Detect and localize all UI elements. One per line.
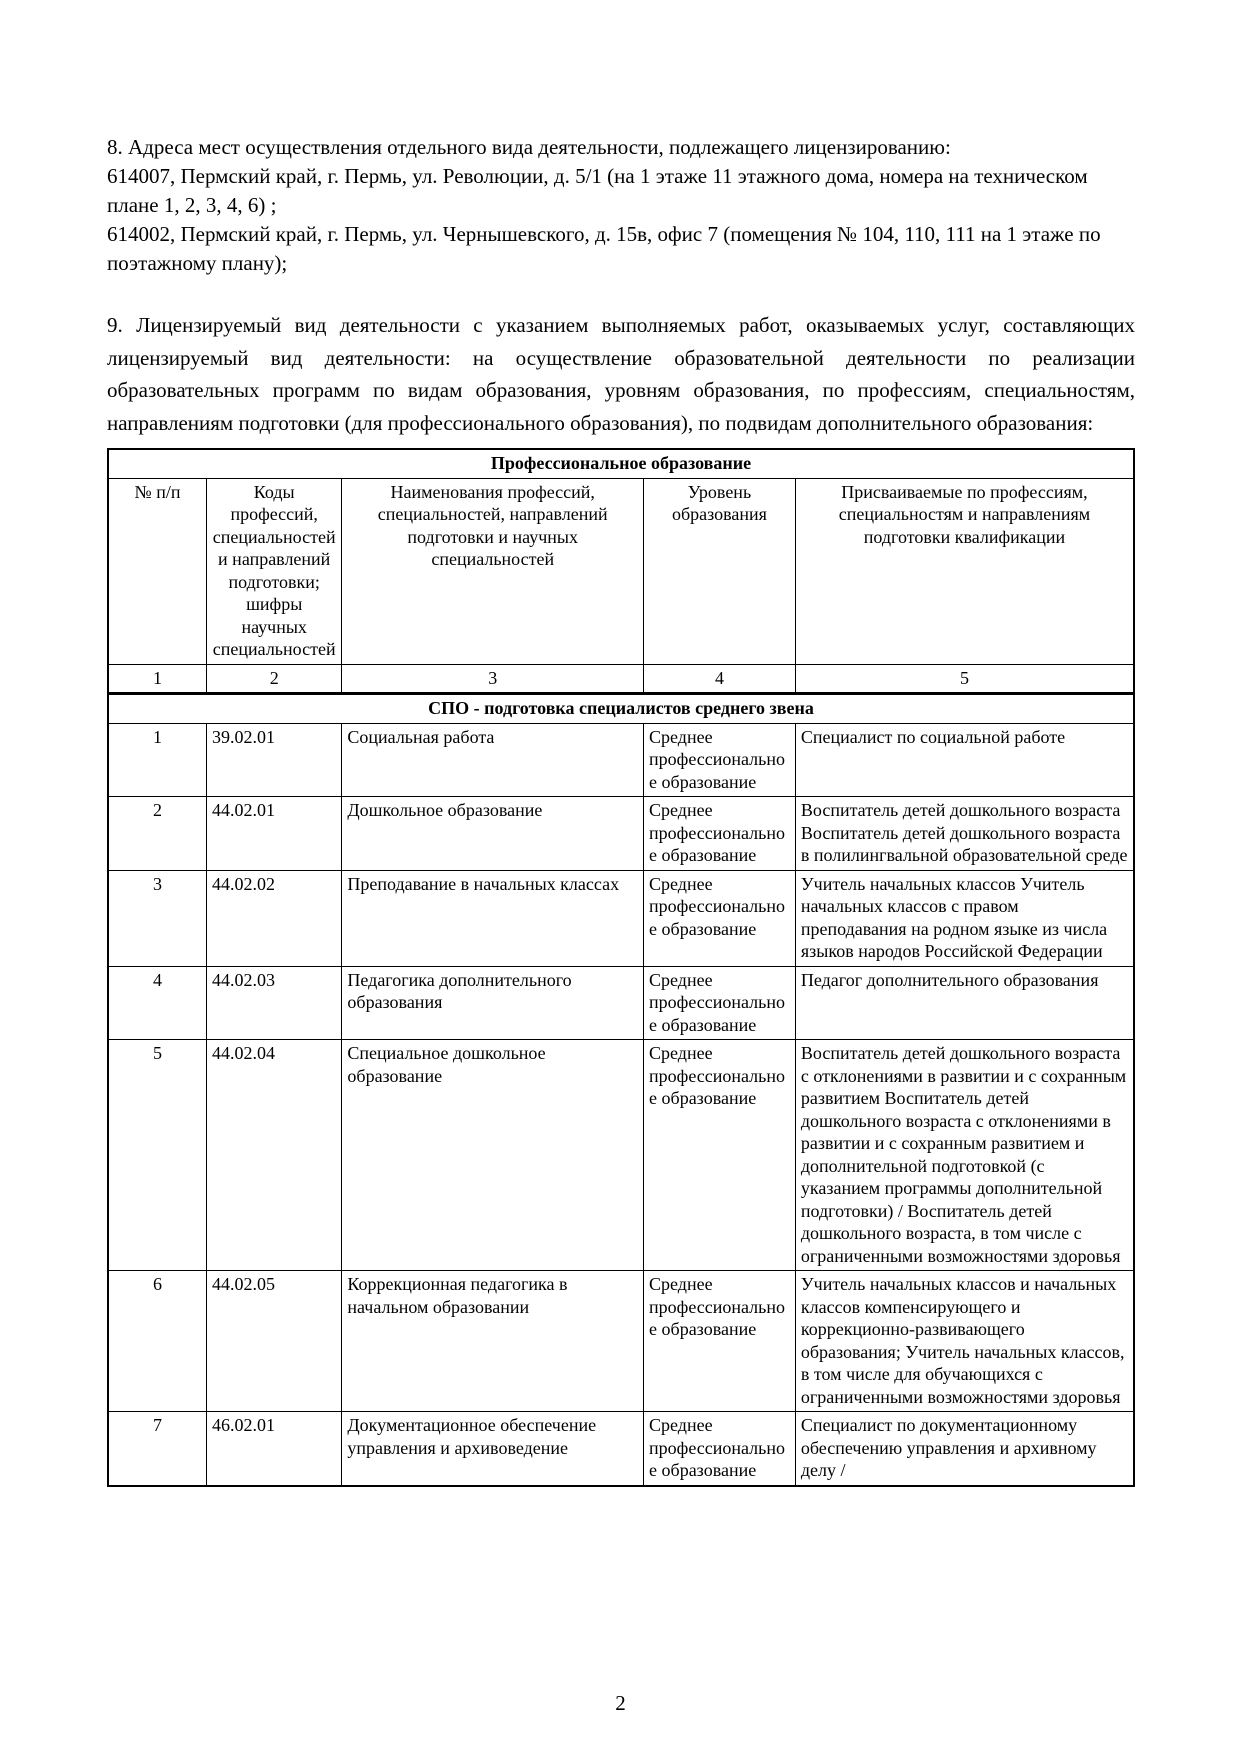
cell-name: Дошкольное образование	[342, 797, 644, 871]
table-row	[108, 1412, 1134, 1486]
cell-qualification: Специалист по социальной работе	[795, 723, 1134, 797]
cell-num: 1	[108, 723, 206, 797]
cell-level: Среднее профессиональное образование	[644, 797, 796, 871]
cell-name: Коррекционная педагогика в начальном образовании	[342, 1271, 644, 1412]
table-title-row	[108, 449, 1134, 478]
column-number-2: 2	[206, 664, 341, 694]
cell-name: Специальное дошкольное образование	[342, 1040, 644, 1271]
cell-code: 46.02.01	[206, 1412, 341, 1486]
cell-qualification: Специалист по документационному обеспечению управления и архивному делу /	[795, 1412, 1134, 1486]
cell-qualification: Учитель начальных классов и начальных классов компенсирующего и коррекционно-развивающего образования; Учитель начальных классов, в том числе для обучающихся с ограниченными возможностями здоровья	[795, 1271, 1134, 1412]
cell-level: Среднее профессиональное образование	[644, 723, 796, 797]
column-number-row	[108, 664, 1134, 694]
cell-num: 6	[108, 1271, 206, 1412]
table-row	[108, 870, 1134, 966]
column-number-4: 4	[644, 664, 796, 694]
cell-name: Социальная работа	[342, 723, 644, 797]
cell-level: Среднее профессиональное образование	[644, 1040, 796, 1271]
cell-code: 44.02.05	[206, 1271, 341, 1412]
col-header-codes: Коды профессий, специальностей и направлений подготовки; шифры научных специальностей	[206, 478, 341, 664]
cell-num: 5	[108, 1040, 206, 1271]
col-header-level: Уровень образования	[644, 478, 796, 664]
cell-name: Педагогика дополнительного образования	[342, 966, 644, 1040]
table-row	[108, 723, 1134, 797]
page-content	[107, 133, 1135, 1487]
cell-name: Преподавание в начальных классах	[342, 870, 644, 966]
col-header-qualifications: Присваиваемые по профессиям, специальностям и направлениям подготовки квалификации	[795, 478, 1134, 664]
table-section-row	[108, 694, 1134, 724]
table-header-row	[108, 478, 1134, 664]
cell-num: 2	[108, 797, 206, 871]
table-row	[108, 797, 1134, 871]
cell-level: Среднее профессиональное образование	[644, 966, 796, 1040]
page-number: 2	[615, 1691, 626, 1715]
section-header-spo: СПО - подготовка специалистов среднего звена	[108, 694, 1134, 724]
cell-level: Среднее профессиональное образование	[644, 870, 796, 966]
section-8-intro: 8. Адреса мест осуществления отдельного вида деятельности, подлежащего лицензированию:	[107, 135, 951, 159]
table-row	[108, 1040, 1134, 1271]
cell-num: 4	[108, 966, 206, 1040]
col-header-num: № п/п	[108, 478, 206, 664]
cell-code: 44.02.02	[206, 870, 341, 966]
address-line-1: 614007, Пермский край, г. Пермь, ул. Революции, д. 5/1 (на 1 этаже 11 этажного дома, номера на техническом плане 1, 2, 3, 4, 6) ;	[107, 164, 1088, 217]
cell-num: 3	[108, 870, 206, 966]
section-9-paragraph: 9. Лицензируемый вид деятельности с указанием выполняемых работ, оказываемых услуг, составляющих лицензируемый вид деятельности: на осуществление образовательной деятельности по реализации образовательных программ по видам образования, уровням образования, по профессиям, специальностям, направлениям подготовки (для профессионального образования), по подвидам дополнительного образования:	[107, 313, 1135, 435]
cell-num: 7	[108, 1412, 206, 1486]
column-number-5: 5	[795, 664, 1134, 694]
column-number-1: 1	[108, 664, 206, 694]
cell-qualification: Учитель начальных классов Учитель начальных классов с правом преподавания на родном языке из числа языков народов Российской Федерации	[795, 870, 1134, 966]
cell-name: Документационное обеспечение управления и архивоведение	[342, 1412, 644, 1486]
cell-qualification: Воспитатель детей дошкольного возраста Воспитатель детей дошкольного возраста в полилингвальной образовательной среде	[795, 797, 1134, 871]
col-header-names: Наименования профессий, специальностей, направлений подготовки и научных специальностей	[342, 478, 644, 664]
cell-code: 44.02.01	[206, 797, 341, 871]
cell-level: Среднее профессиональное образование	[644, 1271, 796, 1412]
table-title: Профессиональное образование	[108, 449, 1134, 478]
professional-education-table	[107, 448, 1135, 1487]
cell-level: Среднее профессиональное образование	[644, 1412, 796, 1486]
cell-qualification: Педагог дополнительного образования	[795, 966, 1134, 1040]
cell-code: 44.02.03	[206, 966, 341, 1040]
cell-code: 39.02.01	[206, 723, 341, 797]
address-line-2: 614002, Пермский край, г. Пермь, ул. Чернышевского, д. 15в, офис 7 (помещения № 104, 110, 111 на 1 этаже по поэтажному плану);	[107, 222, 1101, 275]
cell-qualification: Воспитатель детей дошкольного возраста с отклонениями в развитии и с сохранным развитием Воспитатель детей дошкольного возраста с отклонениями в развитии и с сохранным развитием и дополнительной подготовкой (с указанием программы дополнительной подготовки) / Воспитатель детей дошкольного возраста, в том числе с ограниченными возможностями здоровья	[795, 1040, 1134, 1271]
table-row	[108, 966, 1134, 1040]
column-number-3: 3	[342, 664, 644, 694]
cell-code: 44.02.04	[206, 1040, 341, 1271]
section-8-paragraph	[107, 133, 1135, 278]
table-row	[108, 1271, 1134, 1412]
